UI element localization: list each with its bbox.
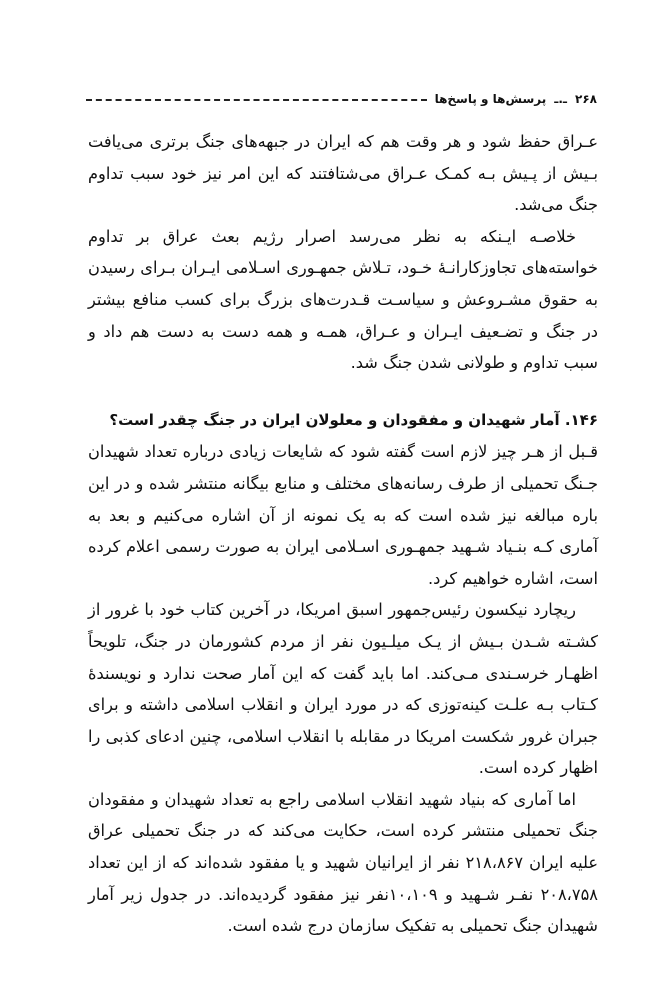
paragraph-summary: خلاصـه ایـنکه به نظر می‌رسد اصرار رژیم بعث عراق بر تداوم خواسته‌های تجاوزکارانـهٔ خـود، تـلاش جمهـوری اسـلامی ایـران بـرای رسیدن به حقوق مشـروعش و سیاسـت قـدرت‌های بزرگ برای کسب منافع بیشتر در جنگ و تضـعیف ایـران و عـراق، همـه و همه دست به دست هم داد و سبب تداوم و طولانی شدن جنگ شد. — [88, 226, 598, 373]
header-separator: ـ.ـ — [554, 92, 568, 106]
paragraph-continuation: عـراق حفظ شود و هر وقت هم که ایران در جبهه‌های جنگ برتری می‌یافت بـیش از پـیش بـه کمـک عـراق می‌شتافتند که این امر نیز خود سبب تداوم جنگ می‌شد. — [88, 132, 598, 215]
running-title: پرسش‌ها و پاسخ‌ها — [434, 92, 547, 106]
page-body — [88, 126, 598, 942]
paragraph-statistics: اما آماری که بنیاد شهید انقلاب اسلامی راجع به تعداد شهیدان و مفقودان جنگ تحمیلی منتشر کرده است، حکایت می‌کند که در جنگ تحمیلی عراق علیه ایران ۲۱۸،۸۶۷ نفر از ایرانیان شهید و یا مفقود شده‌اند که از این تعداد ۲۰۸،۷۵۸ نفـر شـهید و ۱۰،۱۰۹نفر نیز مفقود گردیده‌اند. در جدول زیر آمار شهیدان جنگ تحمیلی به تفکیک سازمان درج شده است. — [88, 789, 598, 936]
paragraph-nixon: ریچارد نیکسون رئیس‌جمهور اسبق امریکا، در آخرین کتاب خود با غرور از کشـته شـدن بـیش از یـک میلـیون نفر از مردم کشورمان در جنگ، تلویحاً اظهـار خرسـندی مـی‌کند. اما باید گفت که این آمار صحت ندارد و نویسندهٔ کـتاب بـه علـت کینه‌توزی که در مورد ایران و انقلاب اسلامی داشته و برای جبران غرور شکست امریکا در مقابله با انقلاب اسلامی، چنین ادعای کذبی را اظهار کرده است. — [88, 600, 598, 778]
section-heading: ۱۴۶. آمار شهیدان و مفقودان و معلولان ایران در جنگ چقدر است؟ — [109, 410, 598, 429]
section-gap — [88, 379, 598, 391]
paragraph-rumors: قـبل از هـر چیز لازم است گفته شود که شایعات زیادی درباره تعداد شهیدان جـنگ تحمیلی از طرف رسانه‌های مختلف و منابع بیگانه منتشر شده و در این باره مبالغه نیز شده است که به یک نمونه از آن اشاره می‌کنیم و بعد به آماری کـه بنـیاد شـهید جمهـوری اسـلامی ایران به صورت رسمی اعلام کرده است، اشاره خواهیم کرد. — [88, 442, 598, 588]
page-header — [86, 88, 597, 110]
header-dashed-rule — [86, 99, 427, 101]
page-number: ۲۶۸ — [575, 92, 597, 106]
